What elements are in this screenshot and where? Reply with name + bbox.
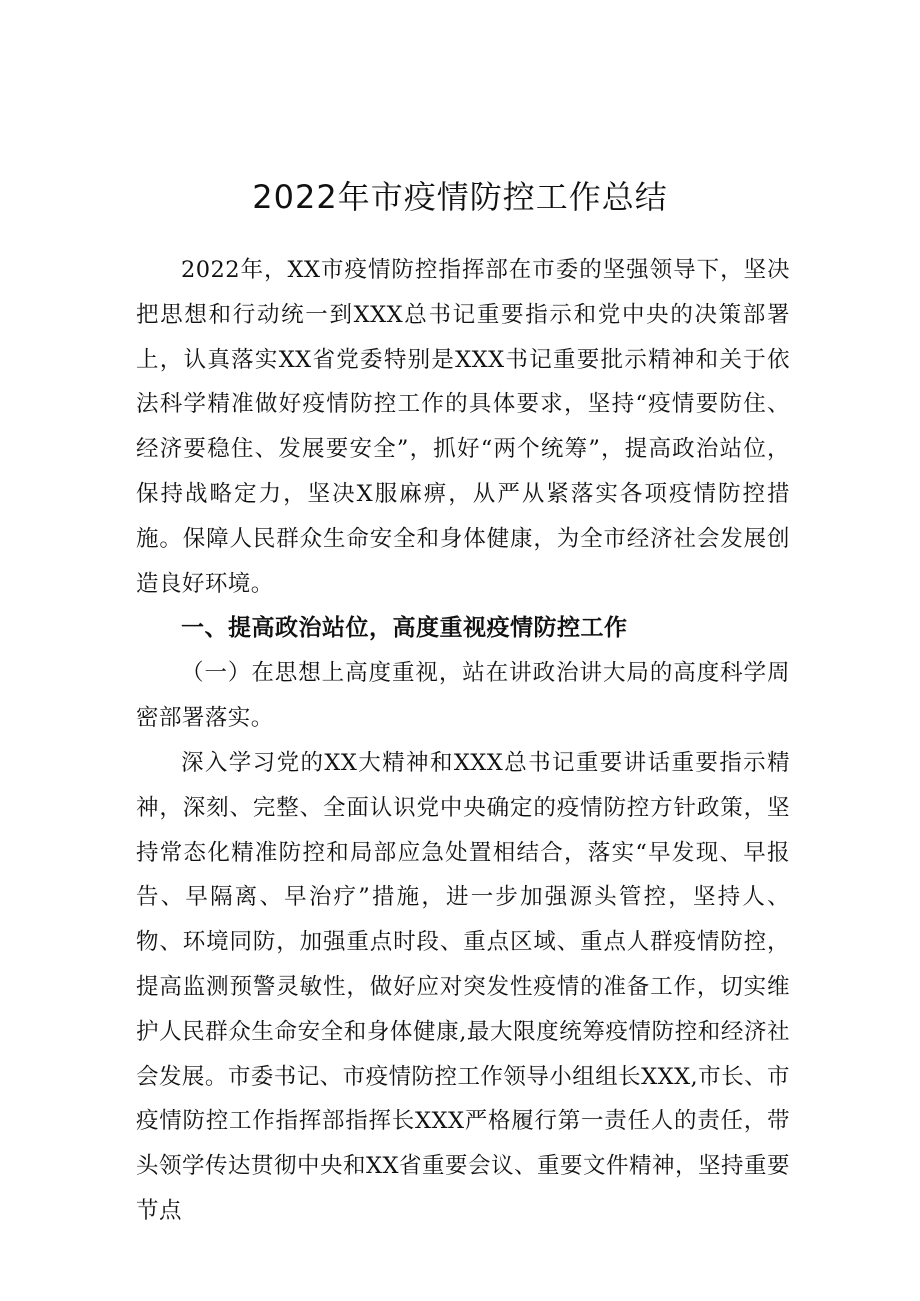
document-body (136, 248, 790, 1234)
section-heading: 一、提高政治站位，高度重视疫情防控工作 (181, 615, 628, 642)
intro-paragraph: 2022年，XX市疫情防控指挥部在市委的坚强领导下，坚决把思想和行动统一到XXX总书记重要指示和党中央的决策部署上，认真落实XX省党委特别是XXX书记重要批示精神和关于依法科学精准做好疫情防控工作的具体要求，坚持“疫情要防住、经济要稳住、发展要安全”，抓好“两个统筹”，提高政治站位，保持战略定力，坚决X服麻痹，从严从紧落实各项疫情防控措施。保障人民群众生命安全和身体健康，为全市经济社会发展创造良好环境。 (136, 257, 790, 597)
document-title: 2022年市疫情防控工作总结 (252, 178, 668, 217)
section-paragraph: 深入学习党的XX大精神和XXX总书记重要讲话重要指示精神，深刻、完整、全面认识党中央确定的疫情防控方针政策，坚持常态化精准防控和局部应急处置相结合，落实“早发现、早报告、早隔离、早治疗”措施，进一步加强源头管控，坚持人、物、环境同防，加强重点时段、重点区域、重点人群疫情防控，提高监测预警灵敏性，做好应对突发性疫情的准备工作，切实维护人民群众生命安全和身体健康,最大限度统筹疫情防控和经济社会发展。市委书记、市疫情防控工作领导小组组长XXX,市长、市疫情防控工作指挥部指挥长XXX严格履行第一责任人的责任，带头领学传达贯彻中央和XX省重要会议、重要文件精神，坚持重要节点 (136, 749, 790, 1224)
subsection-heading: （一）在思想上高度重视，站在讲政治讲大局的高度科学周密部署落实。 (136, 660, 790, 732)
